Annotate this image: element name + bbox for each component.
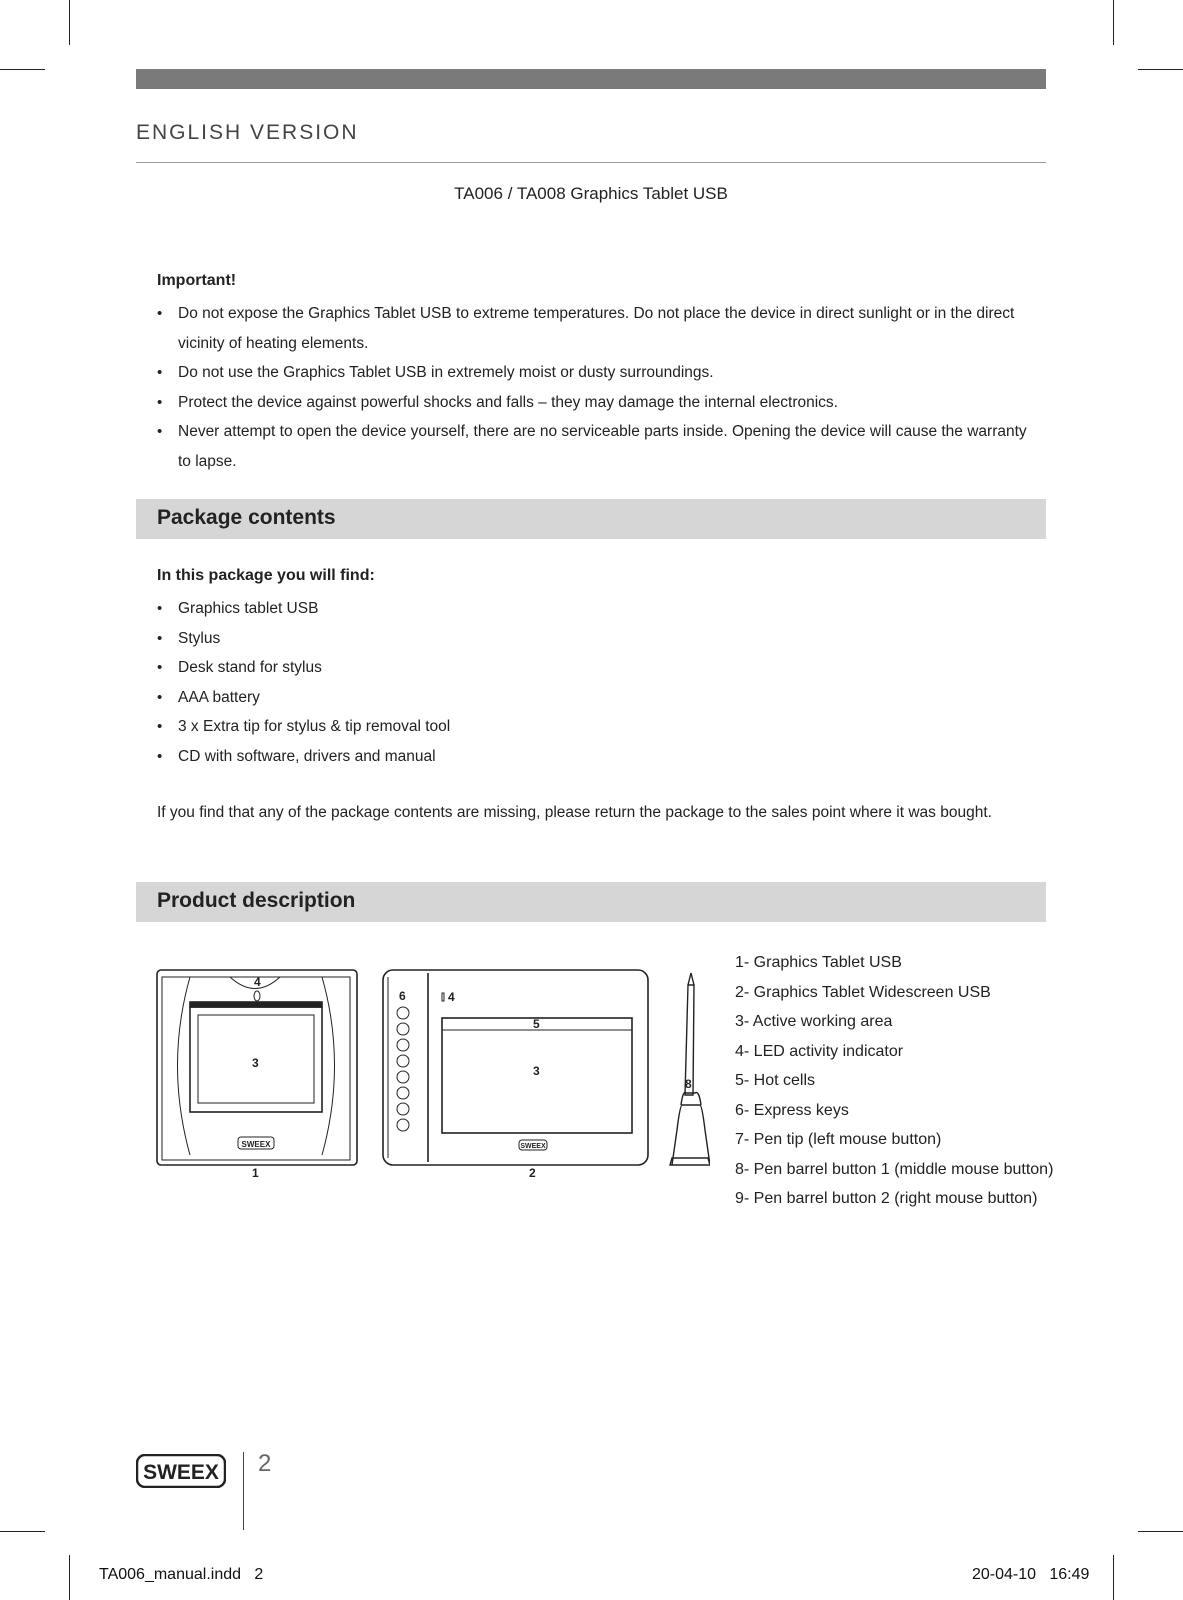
crop-mark	[0, 69, 45, 70]
pen-with-stand	[670, 973, 710, 1165]
tablet2-id-label: 2	[529, 1166, 536, 1180]
list-item: • AAA battery	[157, 683, 957, 713]
section-title: Product description	[157, 889, 356, 912]
legend-item: 7- Pen tip (left mouse button)	[735, 1131, 942, 1148]
list-item: • Protect the device against powerful shocks and falls – they may damage the internal electronics.	[157, 388, 1027, 418]
package-list	[157, 594, 957, 771]
package-subheading: In this package you will find:	[157, 567, 375, 584]
tablet2-brand: SWEEX	[520, 1143, 546, 1150]
legend-item: 5- Hot cells	[735, 1072, 816, 1089]
crop-mark	[69, 1555, 70, 1600]
legend-item: 4- LED activity indicator	[735, 1042, 904, 1060]
list-item: • Do not use the Graphics Tablet USB in extremely moist or dusty surroundings.	[157, 358, 1027, 388]
section-title: Package contents	[157, 506, 336, 529]
tablet1-brand: SWEEX	[241, 1140, 271, 1149]
list-item: • Graphics tablet USB	[157, 594, 957, 624]
tablet1-led-label: 4	[254, 975, 261, 989]
sweex-logo	[136, 1454, 226, 1488]
pen-button-label: 8	[685, 1077, 692, 1091]
header-bar	[136, 69, 1046, 89]
crop-mark	[1113, 0, 1114, 45]
print-date: 20-04-10 16:49	[972, 1566, 1090, 1583]
page-number: 2	[258, 1450, 272, 1477]
crop-mark	[69, 0, 70, 45]
tablet-widescreen	[383, 970, 648, 1165]
section-header	[136, 499, 1046, 539]
list-item: • Stylus	[157, 624, 957, 654]
legend-item: 6- Express keys	[735, 1101, 849, 1119]
crop-mark	[0, 1531, 45, 1532]
crop-mark	[1138, 1531, 1183, 1532]
tablet2-keys-label: 6	[399, 989, 406, 1003]
tablet1-id-label: 1	[252, 1166, 259, 1180]
header-rule	[136, 162, 1046, 163]
list-item: • Never attempt to open the device yourself, there are no serviceable parts inside. Opening the device will cause the warranty to lapse.	[157, 417, 1027, 476]
crop-mark	[1113, 1555, 1114, 1600]
legend-item: 8- Pen barrel button 1 (middle mouse button)	[735, 1160, 1054, 1178]
important-list	[157, 299, 1027, 476]
list-item: • 3 x Extra tip for stylus & tip removal tool	[157, 712, 957, 742]
missing-note: If you find that any of the package contents are missing, please return the package to the sales point where it was bought.	[157, 804, 992, 821]
important-heading: Important!	[157, 272, 237, 289]
language-label: ENGLISH VERSION	[136, 121, 359, 144]
tablet1-area-label: 3	[252, 1056, 259, 1070]
product-legend	[735, 948, 1053, 1214]
file-slug: TA006_manual.indd 2	[99, 1566, 264, 1583]
legend-item: 1- Graphics Tablet USB	[735, 954, 902, 971]
list-item: • CD with software, drivers and manual	[157, 742, 957, 772]
tablet2-led-label: 4	[448, 990, 455, 1004]
legend-item: 9- Pen barrel button 2 (right mouse button)	[735, 1190, 1038, 1207]
product-diagram	[150, 955, 710, 1180]
logo-text: SWEEX	[143, 1461, 219, 1484]
tablet2-area-label: 3	[533, 1064, 540, 1078]
document-title: TA006 / TA008 Graphics Tablet USB	[454, 184, 728, 203]
legend-item: 2- Graphics Tablet Widescreen USB	[735, 983, 991, 1001]
section-header	[136, 882, 1046, 922]
legend-item: 3- Active working area	[735, 1013, 893, 1030]
list-item: • Desk stand for stylus	[157, 653, 957, 683]
footer-divider	[243, 1452, 244, 1530]
list-item: • Do not expose the Graphics Tablet USB to extreme temperatures. Do not place the device in direct sunlight or in the direct vicinity of heating elements.	[157, 299, 1027, 358]
crop-mark	[1138, 69, 1183, 70]
tablet2-hotcells-label: 5	[533, 1017, 540, 1031]
